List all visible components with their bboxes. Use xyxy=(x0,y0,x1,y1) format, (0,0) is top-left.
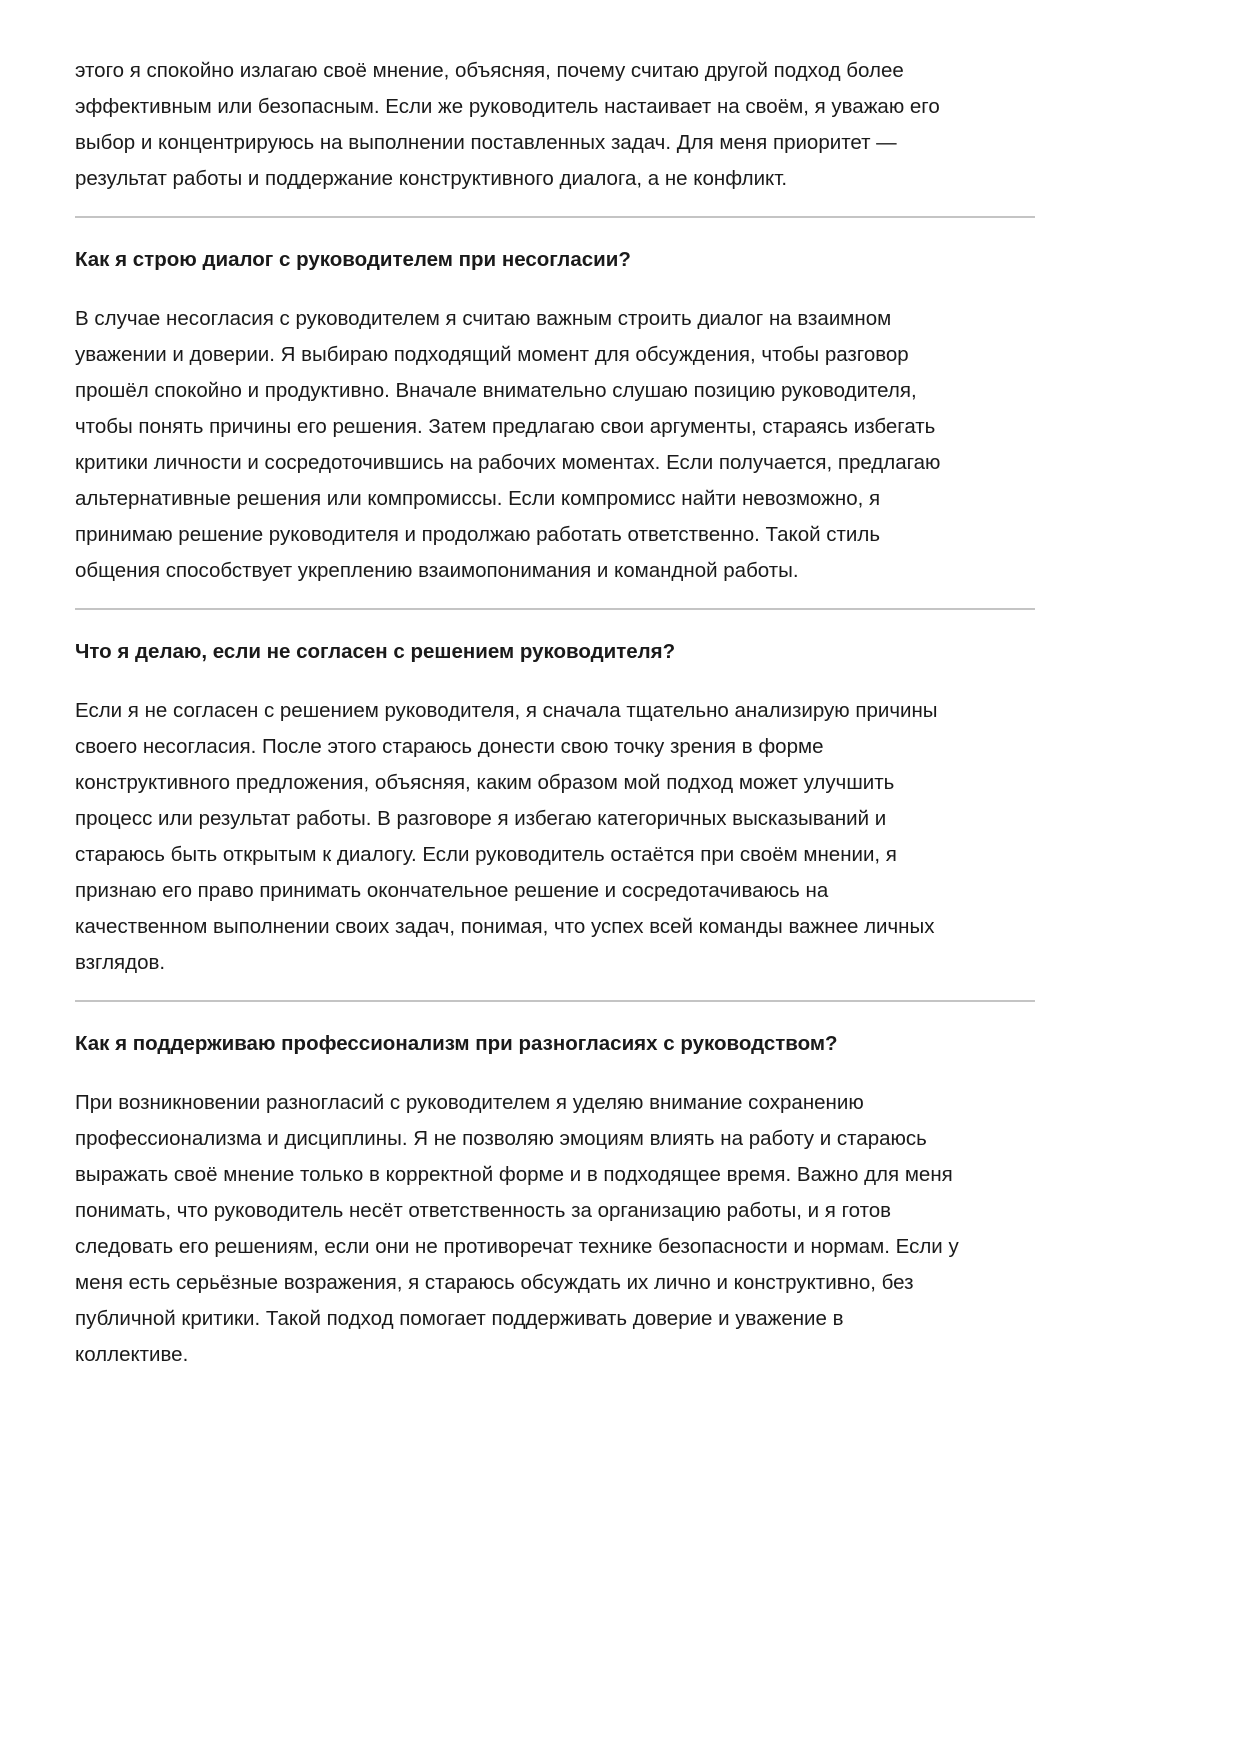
text-line: этого я спокойно излагаю своё мнение, объясняя, почему считаю другой подход более xyxy=(75,59,904,82)
text-line: прошёл спокойно и продуктивно. Вначале внимательно слушаю позицию руководителя, xyxy=(75,379,917,402)
section-heading: Что я делаю, если не согласен с решением руководителя? xyxy=(75,640,676,663)
text-line: Если я не согласен с решением руководителя, я сначала тщательно анализирую причины xyxy=(75,699,938,722)
text-line: своего несогласия. После этого стараюсь донести свою точку зрения в форме xyxy=(75,735,824,758)
text-line: публичной критики. Такой подход помогает поддерживать доверие и уважение в xyxy=(75,1307,844,1330)
text-line: взглядов. xyxy=(75,951,166,974)
text-line: стараюсь быть открытым к диалогу. Если руководитель остаётся при своём мнении, я xyxy=(75,843,897,866)
text-line: В случае несогласия с руководителем я считаю важным строить диалог на взаимном xyxy=(75,307,892,330)
document xyxy=(75,53,1035,1373)
text-line: коллективе. xyxy=(75,1343,189,1366)
text-line: выбор и концентрируюсь на выполнении поставленных задач. Для меня приоритет — xyxy=(75,131,897,154)
section-paragraph xyxy=(75,693,1035,981)
section-paragraph xyxy=(75,1085,1035,1373)
text-line: альтернативные решения или компромиссы. Если компромисс найти невозможно, я xyxy=(75,487,881,510)
section-heading: Как я поддерживаю профессионализм при разногласиях с руководством? xyxy=(75,1032,838,1055)
text-line: признаю его право принимать окончательное решение и сосредотачиваюсь на xyxy=(75,879,829,902)
section-heading: Как я строю диалог с руководителем при несогласии? xyxy=(75,248,631,271)
text-line: следовать его решениям, если они не противоречат технике безопасности и нормам. Если у xyxy=(75,1235,959,1258)
text-line: уважении и доверии. Я выбираю подходящий момент для обсуждения, чтобы разговор xyxy=(75,343,909,366)
text-line: общения способствует укреплению взаимопонимания и командной работы. xyxy=(75,559,799,582)
section-divider xyxy=(75,1000,1035,1002)
text-line: чтобы понять причины его решения. Затем предлагаю свои аргументы, стараясь избегать xyxy=(75,415,936,438)
section-paragraph xyxy=(75,301,1035,589)
text-line: конструктивного предложения, объясняя, каким образом мой подход может улучшить xyxy=(75,771,895,794)
section-divider xyxy=(75,608,1035,610)
text-line: принимаю решение руководителя и продолжаю работать ответственно. Такой стиль xyxy=(75,523,881,546)
text-line: При возникновении разногласий с руководителем я уделяю внимание сохранению xyxy=(75,1091,864,1114)
text-line: качественном выполнении своих задач, понимая, что успех всей команды важнее личных xyxy=(75,915,935,938)
text-line: результат работы и поддержание конструктивного диалога, а не конфликт. xyxy=(75,167,788,190)
text-line: эффективным или безопасным. Если же руководитель настаивает на своём, я уважаю его xyxy=(75,95,940,118)
text-line: меня есть серьёзные возражения, я стараюсь обсуждать их лично и конструктивно, без xyxy=(75,1271,914,1294)
intro-paragraph xyxy=(75,53,1035,197)
text-line: критики личности и сосредоточившись на рабочих моментах. Если получается, предлагаю xyxy=(75,451,941,474)
text-line: процесс или результат работы. В разговоре я избегаю категоричных высказываний и xyxy=(75,807,887,830)
section-divider xyxy=(75,216,1035,218)
text-line: понимать, что руководитель несёт ответственность за организацию работы, и я готов xyxy=(75,1199,892,1222)
text-line: выражать своё мнение только в корректной форме и в подходящее время. Важно для меня xyxy=(75,1163,953,1186)
text-line: профессионализма и дисциплины. Я не позволяю эмоциям влиять на работу и стараюсь xyxy=(75,1127,927,1150)
